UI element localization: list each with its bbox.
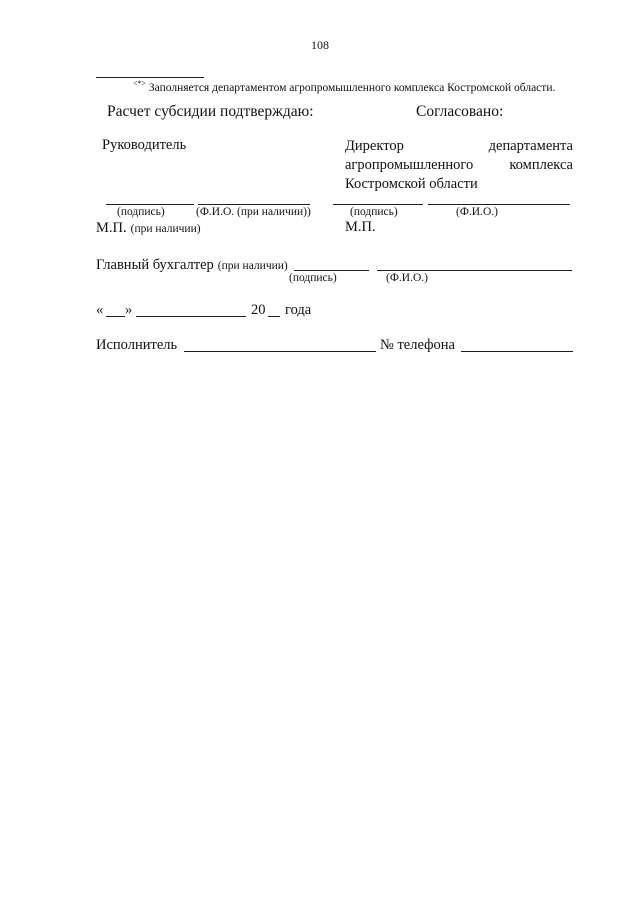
executor-line[interactable] (184, 351, 376, 352)
agro-word: агропромышленного (345, 157, 474, 173)
head-name-caption: (Ф.И.О. (при наличии)) (196, 206, 311, 218)
accountant-name-line[interactable] (377, 270, 572, 271)
head-title: Руководитель (102, 137, 187, 153)
date-year-prefix: 20 (251, 302, 266, 318)
accountant-label (96, 256, 288, 274)
date-month-line[interactable] (136, 316, 246, 317)
region-words: Костромской области (345, 176, 478, 192)
accountant-title: Главный бухгалтер (96, 257, 214, 273)
director-name-line[interactable] (428, 204, 570, 205)
page-number: 108 (311, 38, 329, 52)
footnote-text: Заполняется департаментом агропромышленного комплекса Костромской области. (148, 82, 556, 94)
head-signature-line[interactable] (106, 204, 194, 205)
head-signature-caption: (подпись) (117, 206, 165, 218)
date-open-quote: « (96, 302, 104, 318)
phone-line[interactable] (461, 351, 573, 352)
footnote (133, 79, 555, 94)
head-stamp (96, 219, 201, 237)
director-title (345, 137, 573, 194)
date-year-word: года (285, 302, 312, 318)
director-signature-caption: (подпись) (350, 206, 398, 218)
stamp-label: М.П. (96, 220, 127, 236)
date-day-line[interactable] (106, 316, 125, 317)
director-word: Директор (345, 138, 404, 154)
accountant-signature-line[interactable] (294, 270, 369, 271)
director-signature-line[interactable] (333, 204, 423, 205)
confirm-heading: Расчет субсидии подтверждаю: (107, 103, 314, 120)
footnote-separator (96, 77, 204, 78)
executor-label: Исполнитель (96, 337, 178, 353)
phone-label: № телефона (380, 337, 455, 353)
approved-heading: Согласовано: (416, 103, 504, 120)
date-year-line[interactable] (268, 316, 280, 317)
footnote-marker: <*> (133, 79, 147, 88)
complex-word: комплекса (509, 157, 573, 173)
director-stamp: М.П. (345, 219, 376, 235)
accountant-note: (при наличии) (217, 260, 288, 272)
accountant-name-caption: (Ф.И.О.) (386, 272, 428, 284)
accountant-signature-caption: (подпись) (289, 272, 337, 284)
head-name-line[interactable] (198, 204, 310, 205)
date-close-quote: » (125, 302, 133, 318)
stamp-note: (при наличии) (130, 223, 201, 235)
department-word: департамента (488, 138, 573, 154)
director-name-caption: (Ф.И.О.) (456, 206, 498, 218)
